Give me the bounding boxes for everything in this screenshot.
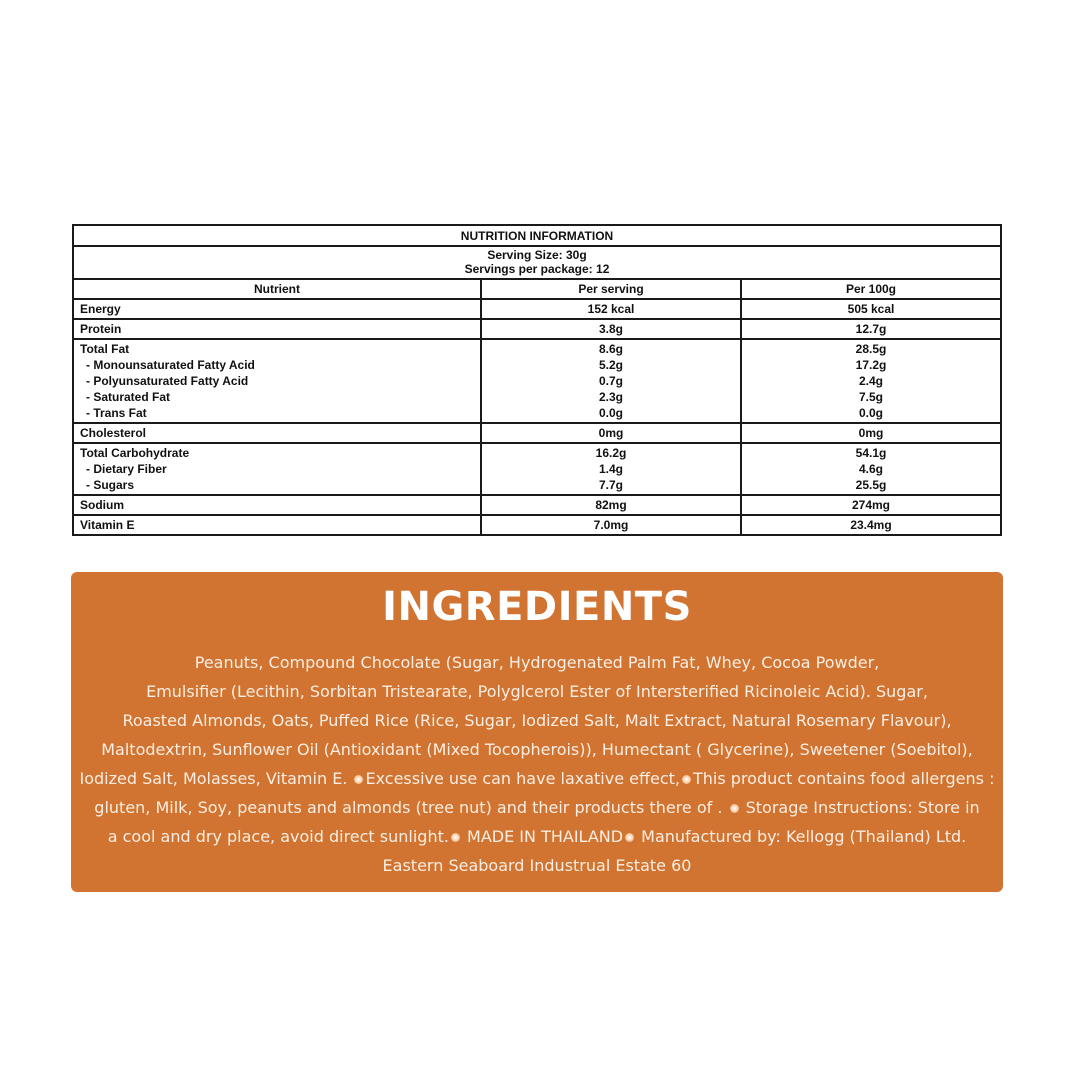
ingredients-line bbox=[71, 735, 1003, 764]
per-100g-value bbox=[742, 516, 1000, 534]
per-100g-value-line: 28.5g bbox=[855, 342, 887, 356]
nutrient-name bbox=[74, 424, 482, 442]
nutrition-table bbox=[72, 224, 1002, 536]
ingredients-segment: Peanuts, Compound Chocolate (Sugar, Hydrogenated Palm Fat, Whey, Cocoa Powder, bbox=[194, 653, 880, 672]
per-serving-value-line: 0.7g bbox=[598, 374, 623, 388]
serving-size: Serving Size: 30g bbox=[487, 248, 587, 262]
table-row bbox=[74, 516, 1000, 534]
per-serving-value bbox=[482, 320, 742, 338]
per-serving-value bbox=[482, 340, 742, 422]
nutrient-name-line: Energy bbox=[80, 302, 121, 316]
nutrient-name-line: - Saturated Fat bbox=[86, 390, 171, 404]
nutrient-name-line: - Monounsaturated Fatty Acid bbox=[86, 358, 255, 372]
header-per-serving: Per serving bbox=[482, 280, 742, 298]
per-100g-value-line: 12.7g bbox=[855, 322, 887, 336]
ingredients-line bbox=[71, 764, 1003, 793]
per-100g-value bbox=[742, 320, 1000, 338]
per-serving-value-line: 152 kcal bbox=[587, 302, 635, 316]
per-100g-value-line: 2.4g bbox=[858, 374, 883, 388]
per-serving-value-line: 7.7g bbox=[598, 478, 623, 492]
ingredients-title: INGREDIENTS bbox=[382, 584, 692, 630]
bullet-dot-icon bbox=[682, 775, 691, 784]
ingredients-segment: Maltodextrin, Sunflower Oil (Antioxidant (Mixed Tocopherois)), Humectant ( Glycerine), Sweetener (Soebitol), bbox=[101, 740, 973, 759]
table-row bbox=[74, 340, 1000, 424]
per-100g-value-line: 505 kcal bbox=[847, 302, 895, 316]
per-serving-value bbox=[482, 516, 742, 534]
nutrient-name-line: Sodium bbox=[80, 498, 124, 512]
table-row bbox=[74, 444, 1000, 496]
ingredients-line bbox=[71, 706, 1003, 735]
table-row bbox=[74, 424, 1000, 444]
per-serving-value bbox=[482, 300, 742, 318]
ingredients-segment: This product contains food allergens : bbox=[693, 769, 995, 788]
nutrient-name-line: Total Fat bbox=[80, 342, 130, 356]
ingredients-line bbox=[71, 648, 1003, 677]
ingredients-segment: Iodized Salt, Molasses, Vitamin E. bbox=[79, 769, 353, 788]
per-100g-value-line: 25.5g bbox=[855, 478, 887, 492]
bullet-dot-icon bbox=[625, 833, 634, 842]
per-100g-value bbox=[742, 300, 1000, 318]
per-serving-value bbox=[482, 444, 742, 494]
ingredients-line bbox=[71, 822, 1003, 851]
per-serving-value-line: 3.8g bbox=[598, 322, 623, 336]
ingredients-segment: Manufactured by: Kellogg (Thailand) Ltd. bbox=[636, 827, 967, 846]
nutrient-name-line: - Trans Fat bbox=[86, 406, 147, 420]
nutrient-name-line: - Polyunsaturated Fatty Acid bbox=[86, 374, 249, 388]
per-serving-value bbox=[482, 424, 742, 442]
ingredients-segment: gluten, Milk, Soy, peanuts and almonds (tree nut) and their products there of . bbox=[94, 798, 728, 817]
nutrient-name bbox=[74, 320, 482, 338]
nutrient-name-line: Cholesterol bbox=[80, 426, 147, 440]
ingredients-segment: Excessive use can have laxative effect, bbox=[365, 769, 681, 788]
per-serving-value-line: 0.0g bbox=[598, 406, 623, 420]
per-100g-value-line: 274mg bbox=[851, 498, 891, 512]
header-nutrient: Nutrient bbox=[74, 280, 482, 298]
table-row bbox=[74, 320, 1000, 340]
per-serving-value bbox=[482, 496, 742, 514]
nutrient-name-line: - Sugars bbox=[86, 478, 135, 492]
nutrient-name-line: Total Carbohydrate bbox=[80, 446, 190, 460]
nutrient-name bbox=[74, 300, 482, 318]
bullet-dot-icon bbox=[730, 804, 739, 813]
per-100g-value bbox=[742, 444, 1000, 494]
ingredients-segment: Roasted Almonds, Oats, Puffed Rice (Rice, Sugar, Iodized Salt, Malt Extract, Natural Rosemary Flavour), bbox=[122, 711, 952, 730]
ingredients-line bbox=[71, 851, 1003, 880]
table-row bbox=[74, 496, 1000, 516]
header-per-100g: Per 100g bbox=[845, 282, 897, 296]
nutrient-name bbox=[74, 444, 482, 494]
per-100g-value-line: 7.5g bbox=[858, 390, 883, 404]
per-100g-value-line: 0.0g bbox=[858, 406, 883, 420]
per-serving-value-line: 5.2g bbox=[598, 358, 623, 372]
per-100g-value-line: 17.2g bbox=[855, 358, 887, 372]
nutrient-name bbox=[74, 340, 482, 422]
bullet-dot-icon bbox=[354, 775, 363, 784]
per-serving-value-line: 1.4g bbox=[598, 462, 623, 476]
ingredients-line bbox=[71, 793, 1003, 822]
ingredients-text bbox=[71, 648, 1003, 880]
serving-info bbox=[74, 247, 1000, 280]
nutrition-header-row bbox=[74, 280, 1000, 300]
nutrient-name bbox=[74, 496, 482, 514]
bullet-dot-icon bbox=[451, 833, 460, 842]
per-100g-value-line: 23.4mg bbox=[850, 518, 892, 532]
per-100g-value bbox=[742, 496, 1000, 514]
per-100g-value-line: 0mg bbox=[858, 426, 884, 440]
nutrition-title: NUTRITION INFORMATION bbox=[74, 226, 1000, 247]
servings-per-package: Servings per package: 12 bbox=[464, 262, 610, 276]
nutrient-name-line: Protein bbox=[80, 322, 122, 336]
ingredients-segment: a cool and dry place, avoid direct sunlight. bbox=[107, 827, 449, 846]
ingredients-segment: MADE IN THAILAND bbox=[461, 827, 624, 846]
per-100g-value bbox=[742, 340, 1000, 422]
table-row bbox=[74, 300, 1000, 320]
per-100g-value-line: 4.6g bbox=[858, 462, 883, 476]
ingredients-segment: Eastern Seaboard Industrual Estate 60 bbox=[382, 856, 692, 875]
per-serving-value-line: 2.3g bbox=[598, 390, 623, 404]
nutrient-name-line: Vitamin E bbox=[80, 518, 135, 532]
per-100g-value-line: 54.1g bbox=[855, 446, 887, 460]
ingredients-panel bbox=[71, 572, 1003, 892]
per-serving-value-line: 82mg bbox=[595, 498, 627, 512]
per-serving-value-line: 16.2g bbox=[595, 446, 627, 460]
per-serving-value-line: 8.6g bbox=[598, 342, 623, 356]
ingredients-line bbox=[71, 677, 1003, 706]
nutrient-name bbox=[74, 516, 482, 534]
ingredients-segment: Storage Instructions: Store in bbox=[740, 798, 980, 817]
per-serving-value-line: 0mg bbox=[598, 426, 624, 440]
per-100g-value bbox=[742, 424, 1000, 442]
per-serving-value-line: 7.0mg bbox=[593, 518, 629, 532]
nutrition-body bbox=[74, 300, 1000, 534]
nutrient-name-line: - Dietary Fiber bbox=[86, 462, 167, 476]
ingredients-segment: Emulsifier (Lecithin, Sorbitan Tristearate, Polyglcerol Ester of Intersterified Ricinoleic Acid). Sugar, bbox=[146, 682, 928, 701]
